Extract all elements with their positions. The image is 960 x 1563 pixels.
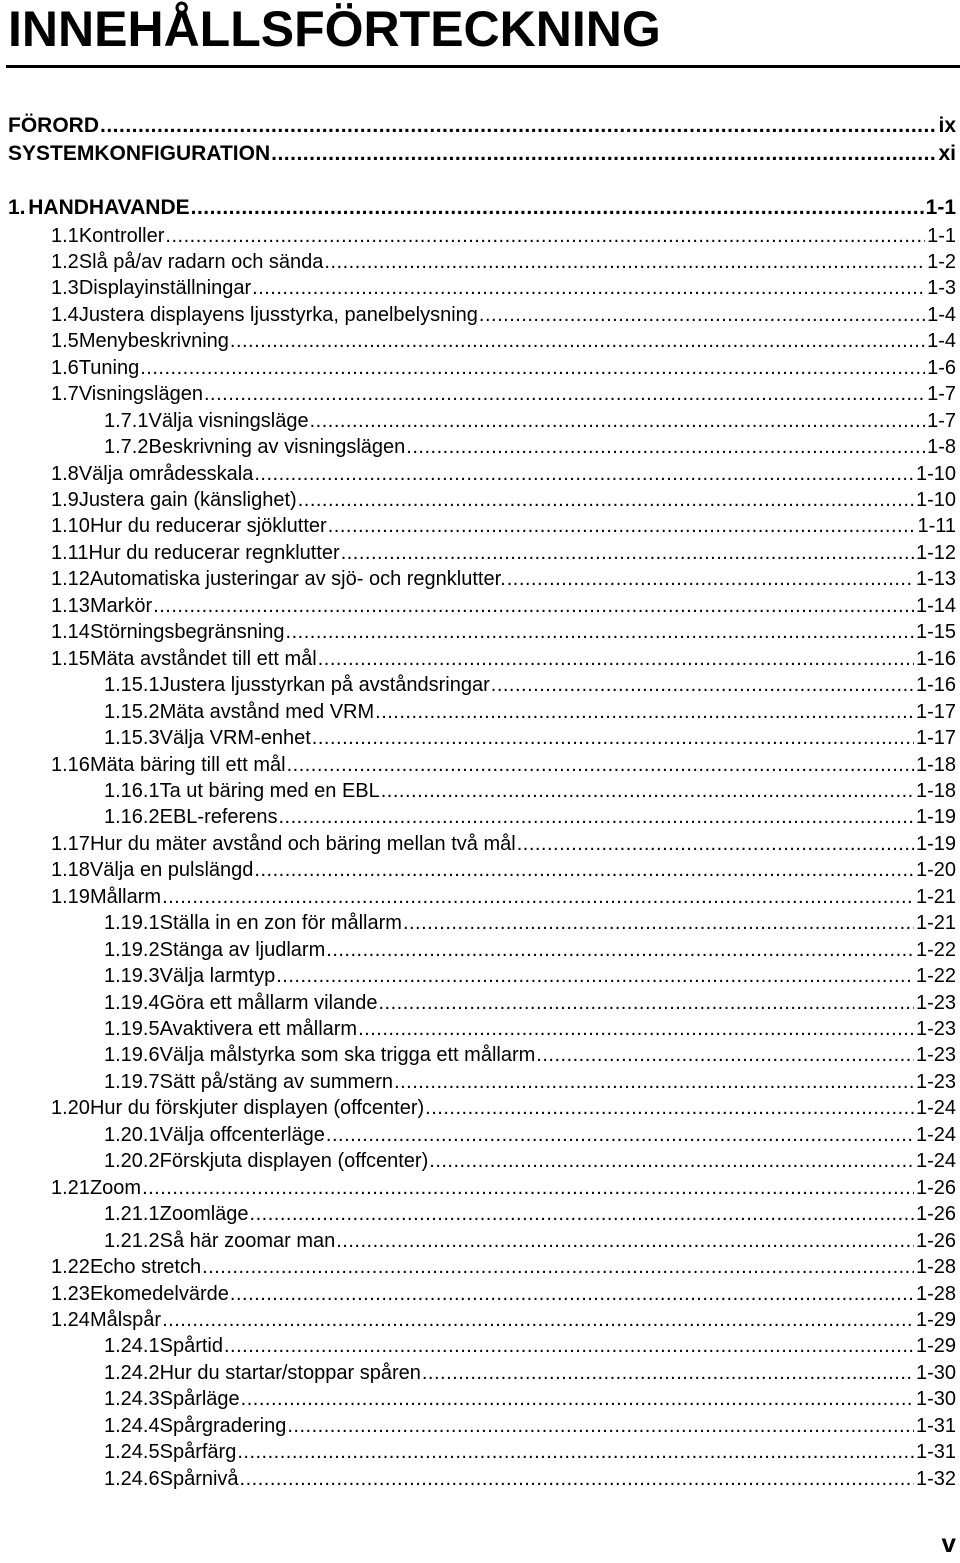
entry-page: 1-26 xyxy=(915,1229,956,1252)
toc-entry[interactable] xyxy=(51,381,956,407)
entry-label: Välja visningsläge xyxy=(148,409,309,432)
entry-label: Mållarm xyxy=(89,885,162,908)
entry-page: 1-13 xyxy=(915,568,956,591)
entry-page: 1-31 xyxy=(915,1441,956,1464)
toc-entry[interactable] xyxy=(104,1201,956,1227)
dot-leader xyxy=(536,1042,914,1068)
page-title: INNEHÅLLSFÖRTECKNING xyxy=(8,1,661,57)
toc-entry[interactable] xyxy=(51,752,956,778)
entry-page: 1-29 xyxy=(915,1335,956,1358)
entry-number: 1.16 xyxy=(51,753,90,776)
dot-leader xyxy=(241,1386,914,1412)
toc-entry[interactable] xyxy=(51,1307,956,1333)
entry-number: 1.13 xyxy=(51,594,90,617)
entry-number: 1.1 xyxy=(51,224,79,247)
entry-label: Spårläge xyxy=(159,1388,240,1411)
chapter-number: 1. xyxy=(8,196,26,219)
toc-entry[interactable] xyxy=(51,566,956,592)
toc-entry[interactable] xyxy=(104,1439,956,1465)
entry-number: 1.19.2 xyxy=(104,938,160,961)
entry-page: 1-10 xyxy=(915,462,956,485)
entry-number: 1.4 xyxy=(51,303,79,326)
dot-leader xyxy=(162,884,914,910)
chapter-label: HANDHAVANDE xyxy=(28,196,190,219)
toc-entry[interactable] xyxy=(51,461,956,487)
entry-label: Hur du mäter avstånd och bäring mellan två mål xyxy=(89,832,516,855)
entry-label: Hur du reducerar sjöklutter xyxy=(89,515,327,538)
entry-number: 1.18 xyxy=(51,859,90,882)
entry-number: 1.24.4 xyxy=(104,1414,160,1437)
entry-page: 1-20 xyxy=(915,859,956,882)
entry-label: Zoomläge xyxy=(159,1203,249,1226)
toc-entry[interactable] xyxy=(104,778,956,804)
dot-leader xyxy=(100,113,936,139)
entry-label: Zoom xyxy=(89,1176,142,1199)
entry-number: 1.12 xyxy=(51,568,90,591)
entry-page: 1-14 xyxy=(915,594,956,617)
dot-leader xyxy=(287,752,914,778)
toc-entry[interactable] xyxy=(51,884,956,910)
toc-entry[interactable] xyxy=(51,619,956,645)
entry-number: 1.19.4 xyxy=(104,991,160,1014)
entry-page: 1-8 xyxy=(927,436,956,459)
page-number: v xyxy=(941,1528,956,1558)
entry-page: 1-10 xyxy=(915,489,956,511)
entry-label: Spårfärg xyxy=(159,1441,237,1464)
entry-page: 1-30 xyxy=(915,1361,956,1384)
entry-number: 1.16.2 xyxy=(104,806,160,829)
toc-entry[interactable] xyxy=(104,963,956,989)
entry-page: 1-22 xyxy=(915,965,956,988)
entry-label: Välja målstyrka som ska trigga ett mållarm xyxy=(159,1044,536,1067)
toc-entry[interactable] xyxy=(104,699,956,725)
entry-page: 1-30 xyxy=(915,1388,956,1411)
toc-entry[interactable] xyxy=(51,487,956,513)
entry-page: 1-18 xyxy=(915,779,956,802)
toc-entry[interactable] xyxy=(51,646,956,672)
toc-entry[interactable] xyxy=(51,249,956,275)
entry-label: Välja områdesskala xyxy=(78,462,254,485)
entry-number: 1.21.1 xyxy=(104,1203,160,1226)
entry-number: 1.24 xyxy=(51,1308,90,1331)
entry-label: Ekomedelvärde xyxy=(89,1282,229,1305)
entry-page: 1-23 xyxy=(915,991,956,1014)
entry-number: 1.24.5 xyxy=(104,1441,160,1464)
entry-page: 1-22 xyxy=(915,938,956,961)
entry-label: Tuning xyxy=(78,356,140,379)
dot-leader xyxy=(517,831,914,857)
entry-label: Välja en pulslängd xyxy=(89,859,254,882)
entry-label: Hur du reducerar regnklutter xyxy=(88,541,340,564)
entry-number: 1.19.7 xyxy=(104,1070,160,1093)
entry-page: 1-11 xyxy=(917,515,956,538)
entry-label: Ta ut bäring med en EBL xyxy=(159,779,380,802)
entry-page: 1-16 xyxy=(915,674,956,697)
dot-leader xyxy=(318,646,914,672)
dot-leader xyxy=(153,593,914,619)
entry-page: 1-21 xyxy=(915,912,956,935)
entry-label: Stänga av ljudlarm xyxy=(159,938,326,961)
entry-page: 1-24 xyxy=(915,1123,956,1146)
entry-label: Spårgradering xyxy=(159,1414,287,1437)
entry-page: 1-16 xyxy=(915,647,956,670)
entry-page: 1-24 xyxy=(915,1150,956,1173)
dot-leader xyxy=(378,990,913,1016)
entry-number: 1.6 xyxy=(51,356,79,379)
entry-label: Beskrivning av visningslägen xyxy=(148,436,406,459)
entry-number: 1.20.2 xyxy=(104,1150,160,1173)
dot-leader xyxy=(240,1466,914,1492)
toc-entry[interactable] xyxy=(51,302,956,328)
entry-number: 1.22 xyxy=(51,1256,90,1279)
entry-page: 1-23 xyxy=(915,1070,956,1093)
entry-label: Mäta bäring till ett mål xyxy=(89,753,286,776)
entry-number: 1.19.6 xyxy=(104,1044,160,1067)
dot-leader xyxy=(254,461,914,487)
toc-entry[interactable] xyxy=(51,1175,956,1201)
toc-entry[interactable] xyxy=(51,857,956,883)
dot-leader xyxy=(278,804,914,830)
entry-label: Ställa in en zon för mållarm xyxy=(159,912,402,935)
dot-leader xyxy=(202,1254,914,1280)
dot-leader xyxy=(326,1122,914,1148)
dot-leader xyxy=(310,408,926,434)
toc-entry[interactable] xyxy=(51,831,956,857)
entry-page: 1-26 xyxy=(915,1176,956,1199)
toc-entry[interactable] xyxy=(104,1360,956,1386)
dot-leader xyxy=(328,513,916,539)
entry-number: 1.23 xyxy=(51,1282,90,1305)
entry-label: Menybeskrivning xyxy=(78,330,229,353)
dot-leader xyxy=(230,1281,914,1307)
entry-label: Hur du förskjuter displayen (offcenter) xyxy=(89,1097,425,1120)
entry-number: 1.19.3 xyxy=(104,965,160,988)
entry-page: 1-12 xyxy=(915,541,956,564)
toc-entry[interactable] xyxy=(51,513,956,539)
entry-label: Göra ett mållarm vilande xyxy=(159,991,378,1014)
entry-number: 1.24.6 xyxy=(104,1467,160,1490)
entry-label: Välja offcenterläge xyxy=(159,1123,325,1146)
entry-number: 1.15.2 xyxy=(104,700,160,723)
toc-entry[interactable] xyxy=(51,328,956,354)
dot-leader xyxy=(298,487,914,513)
dot-leader xyxy=(479,302,925,328)
toc-entry[interactable] xyxy=(51,275,956,301)
entry-label: Spårtid xyxy=(159,1335,223,1358)
entry-page: 1-21 xyxy=(915,885,956,908)
dot-leader xyxy=(276,963,914,989)
dot-leader xyxy=(394,1069,914,1095)
entry-page: 1-2 xyxy=(927,250,956,273)
toc-entry[interactable] xyxy=(51,1281,956,1307)
entry-page: 1-7 xyxy=(927,383,956,406)
toc-entry[interactable] xyxy=(104,990,956,1016)
entry-label: Kontroller xyxy=(78,224,165,247)
entry-number: 1.10 xyxy=(51,515,90,538)
entry-page: 1-18 xyxy=(915,753,956,776)
dot-leader xyxy=(403,910,914,936)
entry-label: Sätt på/stäng av summern xyxy=(159,1070,394,1093)
dot-leader xyxy=(286,619,914,645)
toc-entry[interactable] xyxy=(104,1069,956,1095)
toc-entry[interactable] xyxy=(104,1042,956,1068)
dot-leader xyxy=(425,1095,914,1121)
dot-leader xyxy=(191,195,924,221)
entry-number: 1.7 xyxy=(51,383,79,406)
entry-number: 1.3 xyxy=(51,277,79,300)
dot-leader xyxy=(358,1016,914,1042)
dot-leader xyxy=(312,725,914,751)
entry-page: 1-15 xyxy=(915,621,956,644)
entry-page: 1-3 xyxy=(927,277,956,300)
dot-leader xyxy=(326,937,914,963)
entry-number: 1.15.1 xyxy=(104,674,160,697)
dot-leader xyxy=(375,699,914,725)
entry-label: Visningslägen xyxy=(78,383,203,406)
entry-label: Hur du startar/stoppar spåren xyxy=(159,1361,421,1384)
toc-entry[interactable] xyxy=(104,1122,956,1148)
dot-leader xyxy=(336,1228,914,1254)
toc-entry[interactable] xyxy=(51,223,956,249)
entry-page: 1-4 xyxy=(927,330,956,353)
entry-number: 1.20.1 xyxy=(104,1123,160,1146)
dot-leader xyxy=(287,1413,914,1439)
entry-number: 1.16.1 xyxy=(104,779,160,802)
entry-page: 1-17 xyxy=(915,700,956,723)
entry-page: 1-28 xyxy=(915,1256,956,1279)
dot-leader xyxy=(507,566,914,592)
dot-leader xyxy=(165,223,925,249)
entry-number: 1.8 xyxy=(51,462,79,485)
entry-number: 1.9 xyxy=(51,489,79,511)
toc-entry[interactable] xyxy=(104,937,956,963)
entry-label: Justera displayens ljusstyrka, panelbelysning xyxy=(78,303,478,326)
toc-entry[interactable] xyxy=(104,1228,956,1254)
entry-number: 1.20 xyxy=(51,1097,90,1120)
entry-page: ix xyxy=(938,114,956,137)
entry-number: 1.24.1 xyxy=(104,1335,160,1358)
toc-entry[interactable] xyxy=(104,672,956,698)
entry-number: 1.19 xyxy=(51,885,90,908)
dot-leader xyxy=(381,778,914,804)
toc-entry[interactable] xyxy=(104,910,956,936)
entry-number: 1.17 xyxy=(51,832,90,855)
toc-entry[interactable] xyxy=(51,1095,956,1121)
entry-label: Så här zoomar man xyxy=(159,1229,336,1252)
entry-label: Displayinställningar xyxy=(78,277,252,300)
entry-label: Justera gain (känslighet) xyxy=(78,489,297,511)
toc-chapter-1[interactable] xyxy=(8,195,956,221)
entry-label: Echo stretch xyxy=(89,1256,202,1279)
dot-leader xyxy=(491,672,914,698)
entry-label: Välja VRM-enhet xyxy=(159,727,311,750)
entry-page: 1-4 xyxy=(927,303,956,326)
entry-page: xi xyxy=(938,142,956,165)
entry-number: 1.7.2 xyxy=(104,436,149,459)
entry-page: 1-19 xyxy=(915,832,956,855)
toc-entry[interactable] xyxy=(104,1413,956,1439)
entry-page: 1-19 xyxy=(915,806,956,829)
entry-number: 1.19.5 xyxy=(104,1018,160,1040)
entry-label: Markör xyxy=(89,594,153,617)
chapter-page: 1-1 xyxy=(925,196,956,219)
toc-entry[interactable] xyxy=(104,804,956,830)
dot-leader xyxy=(341,540,914,566)
dot-leader xyxy=(422,1360,914,1386)
toc-entry[interactable] xyxy=(104,408,956,434)
entry-page: 1-7 xyxy=(927,409,956,432)
entry-page: 1-29 xyxy=(915,1308,956,1331)
entry-page: 1-32 xyxy=(915,1467,956,1490)
toc-entry[interactable] xyxy=(104,1333,956,1359)
toc-entry-foreword[interactable] xyxy=(8,113,956,139)
entry-number: 1.2 xyxy=(51,250,79,273)
entry-page: 1-26 xyxy=(915,1203,956,1226)
dot-leader xyxy=(204,381,925,407)
entry-number: 1.24.3 xyxy=(104,1388,160,1411)
entry-label: Automatiska justeringar av sjö- och regnklutter. xyxy=(89,568,506,591)
dot-leader xyxy=(162,1307,914,1333)
entry-label: SYSTEMKONFIGURATION xyxy=(8,142,271,165)
entry-label: Välja larmtyp xyxy=(159,965,276,988)
entry-number: 1.14 xyxy=(51,621,90,644)
dot-leader xyxy=(252,275,925,301)
entry-label: Justera ljusstyrkan på avståndsringar xyxy=(159,674,490,697)
entry-label: Slå på/av radarn och sända xyxy=(78,250,324,273)
toc-entry[interactable] xyxy=(104,725,956,751)
entry-number: 1.7.1 xyxy=(104,409,149,432)
dot-leader xyxy=(142,1175,914,1201)
entry-number: 1.21 xyxy=(51,1176,90,1199)
entry-number: 1.15.3 xyxy=(104,727,160,750)
dot-leader xyxy=(271,141,936,167)
dot-leader xyxy=(406,434,925,460)
dot-leader xyxy=(254,857,914,883)
dot-leader xyxy=(324,249,925,275)
toc-entry[interactable] xyxy=(104,434,956,460)
dot-leader xyxy=(237,1439,914,1465)
entry-label: Mäta avståndet till ett mål xyxy=(89,647,317,670)
toc-entry[interactable] xyxy=(104,1148,956,1174)
dot-leader xyxy=(230,328,925,354)
toc-entry[interactable] xyxy=(51,1254,956,1280)
entry-number: 1.19.1 xyxy=(104,912,160,935)
toc-entry[interactable] xyxy=(104,1016,956,1042)
dot-leader xyxy=(224,1333,914,1359)
entry-number: 1.24.2 xyxy=(104,1361,160,1384)
toc-entry[interactable] xyxy=(104,1466,956,1492)
entry-page: 1-6 xyxy=(927,356,956,379)
entry-number: 1.5 xyxy=(51,330,79,353)
entry-page: 1-23 xyxy=(915,1018,956,1040)
dot-leader xyxy=(429,1148,914,1174)
entry-page: 1-17 xyxy=(915,727,956,750)
entry-page: 1-1 xyxy=(927,224,956,247)
entry-page: 1-24 xyxy=(915,1097,956,1120)
toc-entry[interactable] xyxy=(51,593,956,619)
dot-leader xyxy=(250,1201,914,1227)
entry-number: 1.21.2 xyxy=(104,1229,160,1252)
entry-label: Störningsbegränsning xyxy=(89,621,285,644)
entry-label: Målspår xyxy=(89,1308,162,1331)
entry-page: 1-28 xyxy=(915,1282,956,1305)
entry-number: 1.11 xyxy=(51,541,89,564)
toc-entry[interactable] xyxy=(51,355,956,381)
entry-label: Avaktivera ett mållarm xyxy=(159,1018,358,1040)
toc-entry[interactable] xyxy=(104,1386,956,1412)
entry-label: EBL-referens xyxy=(159,806,278,829)
entry-label: FÖRORD xyxy=(8,114,99,137)
entry-page: 1-31 xyxy=(915,1414,956,1437)
entry-label: Spårnivå xyxy=(159,1467,239,1490)
dot-leader xyxy=(140,355,925,381)
toc-entry[interactable] xyxy=(51,540,956,566)
entry-page: 1-23 xyxy=(915,1044,956,1067)
toc-entry-system-configuration[interactable] xyxy=(8,141,956,167)
entry-label: Mäta avstånd med VRM xyxy=(159,700,375,723)
entry-number: 1.15 xyxy=(51,647,90,670)
entry-label: Förskjuta displayen (offcenter) xyxy=(159,1150,429,1173)
